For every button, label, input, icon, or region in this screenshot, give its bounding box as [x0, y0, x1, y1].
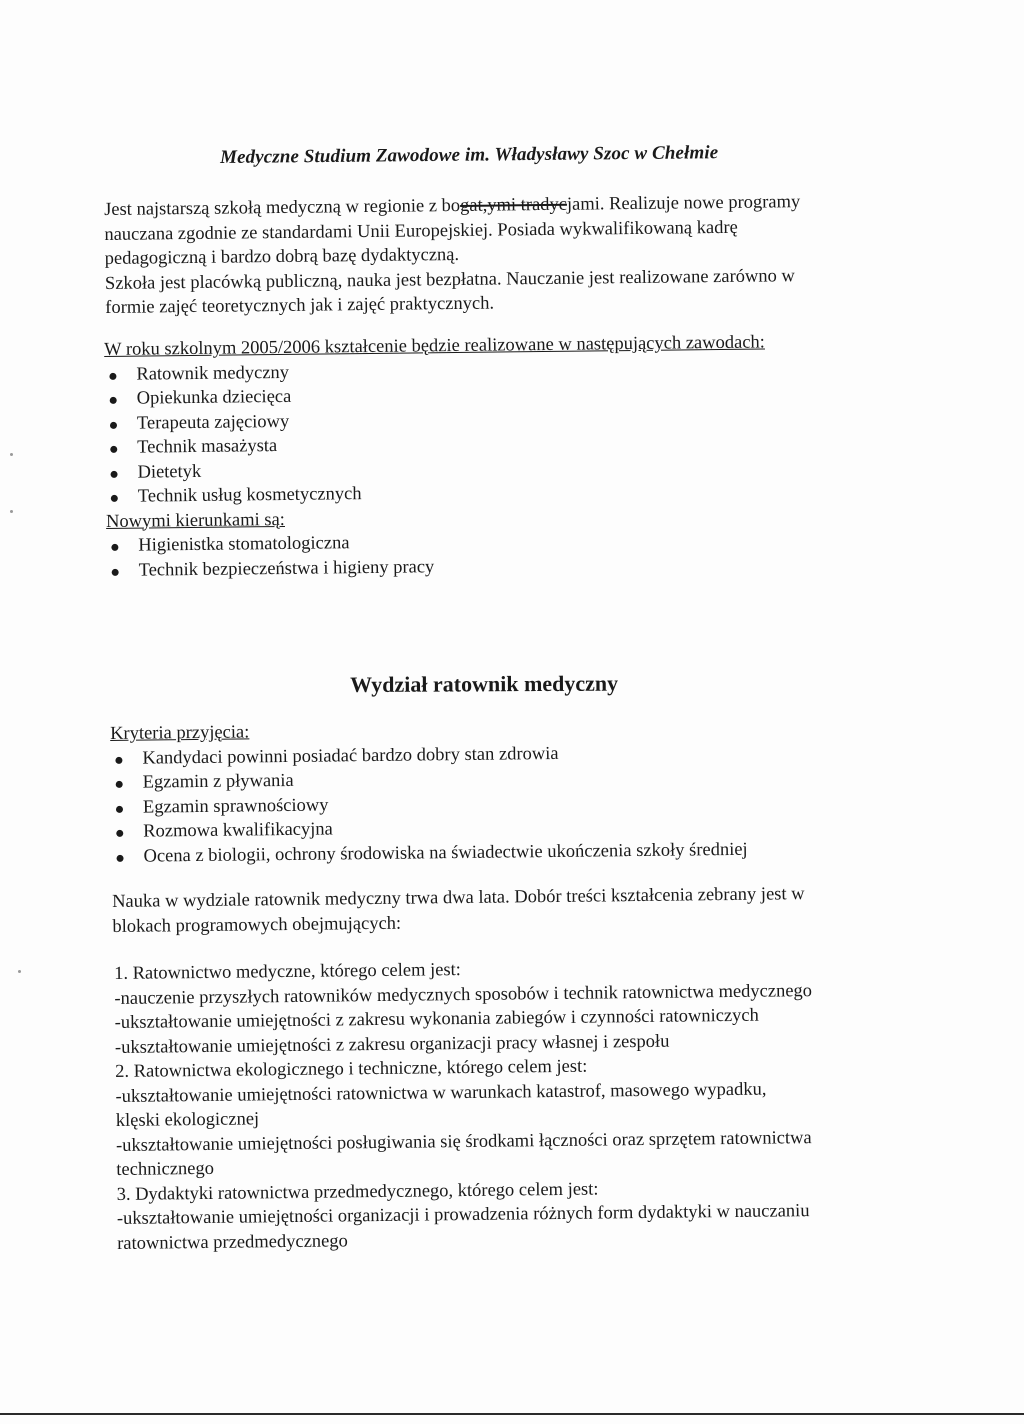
program-line: 3. Dydaktyki ratownictwa przedmedycznego, którego celem jest:	[116, 1179, 599, 1205]
new-directions-heading: Nowymi kierunkami są:	[105, 509, 285, 532]
list-item: Dietetyk	[105, 452, 885, 485]
professions-section	[104, 329, 887, 583]
paragraph-line: blokach programowych obejmujących:	[112, 913, 402, 937]
intro-line: nauczana zgodnie ze standardami Unii Europejskiej. Posiada wykwalifikowaną kadrę	[104, 217, 738, 245]
program-line: technicznego	[116, 1158, 215, 1180]
scan-speck	[10, 510, 13, 513]
scan-edge-line	[0, 1413, 1024, 1415]
program-line: 2. Ratownictwa ekologicznego i techniczne, którego celem jest:	[115, 1056, 588, 1082]
list-item: Technik usług kosmetycznych	[106, 476, 886, 509]
intro-line: formie zajęć teoretycznych jak i zajęć praktycznych.	[105, 293, 495, 318]
program-line: 1. Ratownictwo medyczne, którego celem jest:	[114, 960, 462, 984]
duration-paragraph	[112, 881, 893, 939]
program-line: -ukształtowanie umiejętności posługiwania się środkami łączności oraz sprzętem ratownictwa	[115, 1127, 812, 1156]
list-item: Kandydaci powinni posiadać bardzo dobry stan zdrowia	[110, 738, 890, 771]
list-item: Ocena z biologii, ochrony środowiska na świadectwie ukończenia szkoły średniej	[111, 836, 891, 869]
scan-speck	[10, 453, 13, 456]
struck-text: gat,ymi tradyc	[459, 194, 568, 216]
program-line: -ukształtowanie umiejętności ratownictwa w warunkach katastrof, masowego wypadku,	[115, 1079, 767, 1107]
paragraph-line: Nauka w wydziale ratownik medyczny trwa dwa lata. Dobór treści kształcenia zebrany jest w	[112, 884, 805, 912]
list-item: Egzamin z pływania	[111, 762, 891, 795]
intro-line: pedagogiczną i bardzo dobrą bazę dydaktyczną.	[104, 244, 460, 269]
intro-paragraph	[104, 189, 885, 320]
list-item: Rozmowa kwalifikacyjna	[111, 811, 891, 844]
scan-speck	[18, 970, 21, 973]
document-title: Medyczne Studium Zawodowe im. Władysławy Szoc w Chełmie	[220, 142, 719, 168]
list-item: Ratownik medyczny	[104, 354, 884, 387]
intro-text: Jest najstarszą szkołą medyczną w regionie z bo	[104, 195, 461, 220]
list-item: Higienistka stomatologiczna	[106, 525, 886, 558]
list-item: Technik masażysta	[105, 427, 885, 460]
list-item: Egzamin sprawnościowy	[111, 787, 891, 820]
professions-list	[104, 354, 886, 510]
new-directions-list	[106, 525, 887, 583]
program-line: klęski ekologicznej	[115, 1109, 260, 1131]
program-line: -nauczenie przyszłych ratowników medycznych sposobów i technik ratownictwa medycznego	[114, 980, 813, 1009]
professions-heading: W roku szkolnym 2005/2006 kształcenie będzie realizowane w następujących zawodach:	[104, 332, 766, 360]
department-heading: Wydział ratownik medyczny	[350, 670, 619, 697]
intro-line: Szkoła jest placówką publiczną, nauka jest bezpłatna. Nauczanie jest realizowane zarówno w	[104, 265, 795, 294]
criteria-list	[110, 738, 891, 869]
list-item: Terapeuta zajęciowy	[105, 403, 885, 436]
program-line: -ukształtowanie umiejętności organizacji i prowadzenia różnych form dydaktyki w nauczaniu	[116, 1201, 810, 1229]
program-line: ratownictwa przedmedycznego	[117, 1230, 348, 1254]
program-blocks	[114, 953, 897, 1256]
criteria-section	[110, 713, 892, 869]
list-item: Technik bezpieczeństwa i higieny pracy	[107, 550, 887, 583]
intro-text: jami. Realizuje nowe programy	[566, 192, 801, 215]
list-item: Opiekunka dziecięca	[105, 378, 885, 411]
criteria-heading: Kryteria przyjęcia:	[110, 722, 250, 744]
program-line: -ukształtowanie umiejętności z zakresu wykonania zabiegów i czynności ratowniczych	[114, 1005, 759, 1033]
program-line: -ukształtowanie umiejętności z zakresu organizacji pracy własnej i zespołu	[114, 1031, 670, 1058]
